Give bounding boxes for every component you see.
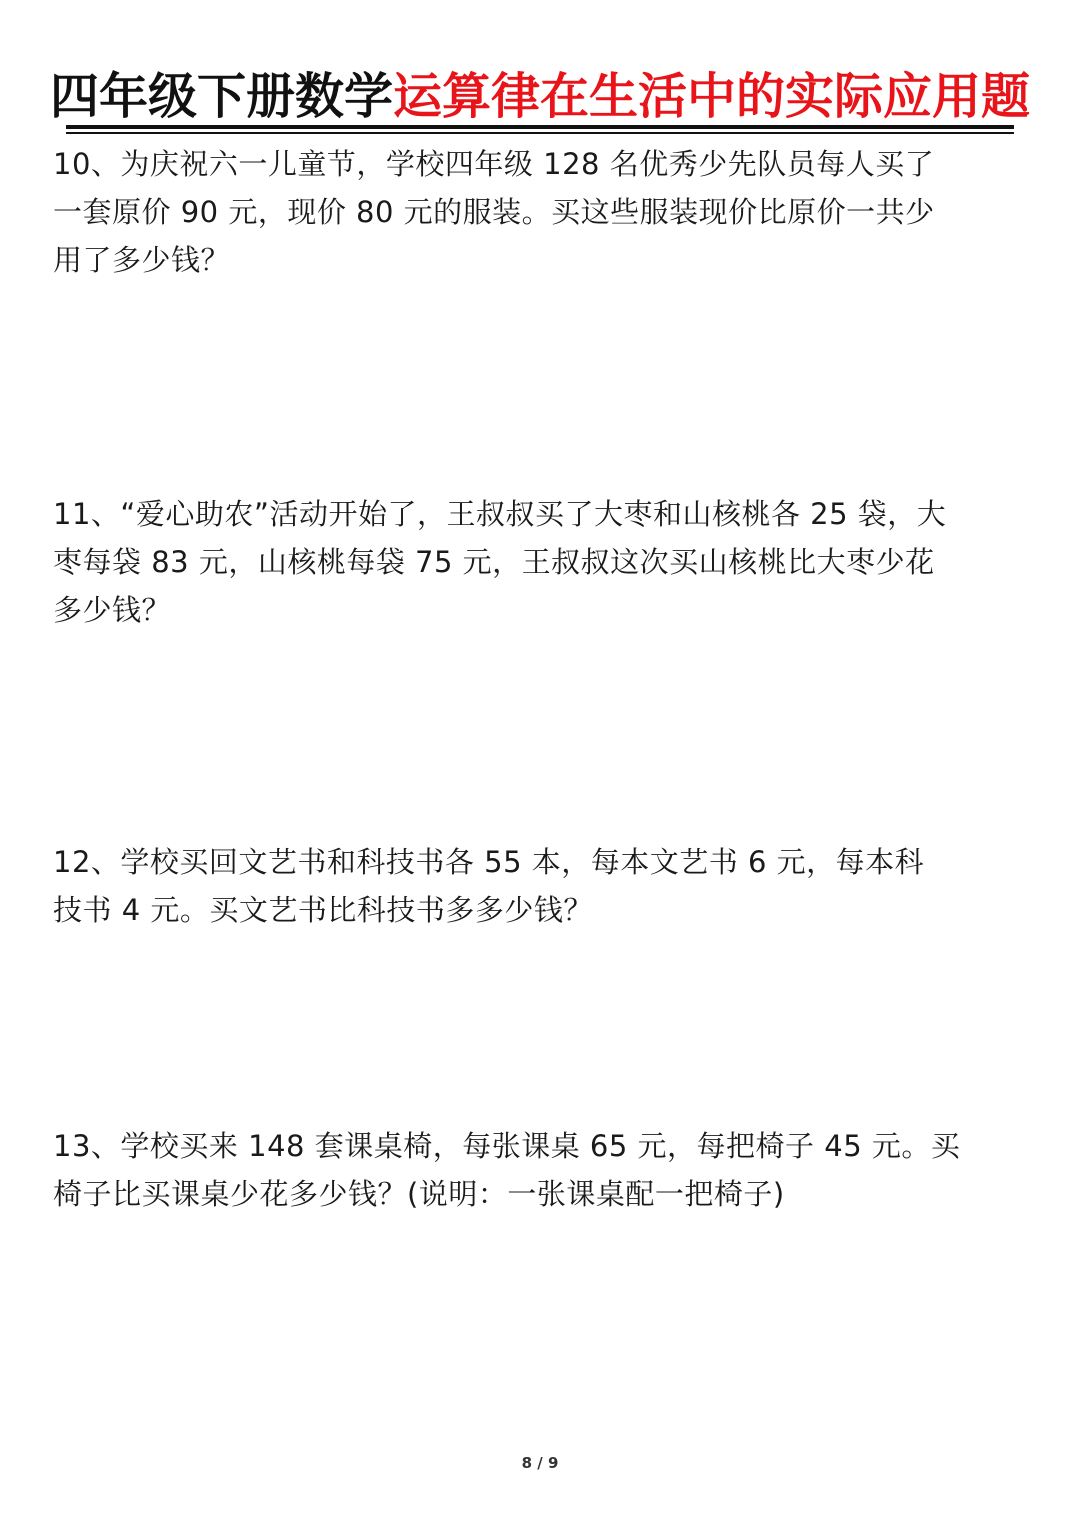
title-topic-part: 运算律在生活中的实际应用题 (393, 68, 1031, 125)
question-13 (53, 1122, 1033, 1218)
question-line: 多少钱？ (53, 593, 172, 627)
question-line: 13、学校买来 148 套课桌椅，每张课桌 65 元，每把椅子 45 元。买 (53, 1129, 961, 1163)
question-line: 一套原价 90 元，现价 80 元的服装。买这些服装现价比原价一共少 (53, 195, 935, 229)
question-line: 10、为庆祝六一儿童节，学校四年级 128 名优秀少先队员每人买了 (53, 147, 935, 181)
question-line: 枣每袋 83 元，山核桃每袋 75 元，王叔叔这次买山核桃比大枣少花 (53, 545, 935, 579)
page-title (0, 62, 1080, 132)
title-underline-thick (66, 125, 1014, 129)
question-line: 用了多少钱？ (53, 243, 231, 277)
question-12 (53, 838, 1033, 934)
title-grade-part: 四年级下册数学 (49, 68, 393, 125)
question-line: 12、学校买回文艺书和科技书各 55 本，每本文艺书 6 元，每本科 (53, 845, 925, 879)
title-underline-thin (66, 132, 1014, 134)
question-line: 技书 4 元。买文艺书比科技书多多少钱？ (53, 893, 593, 927)
question-line: 11、“爱心助农”活动开始了，王叔叔买了大枣和山核桃各 25 袋，大 (53, 497, 947, 531)
question-line: 椅子比买课桌少花多少钱？(说明：一张课桌配一把椅子) (53, 1177, 785, 1211)
question-11 (53, 490, 1033, 634)
page-indicator: 8 / 9 (521, 1454, 559, 1472)
question-10 (53, 140, 1033, 284)
